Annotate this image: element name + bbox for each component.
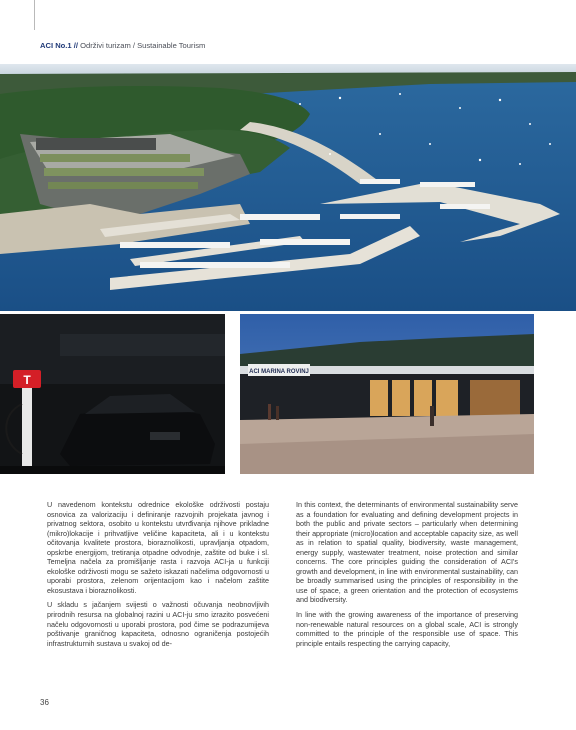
marina-aerial-illustration [0,64,576,311]
running-header [40,41,205,50]
marina-aerial-photo [0,64,576,311]
header-subtitle: Održivi turizam / Sustainable Tourism [80,41,206,50]
paragraph-hr-1: U navedenom kontekstu odrednice ekološke održivosti postaju osnovica za valorizaciju i definiranje razvojnih projekata javnog i privatnog sektora, osobito u kontekstu utvrđivanja njihove prikladne (mikro)lokacije i prihvatljive veličine kapaciteta, ali i u kontekstu očitovanja kvalitete prostora, bioraznolikosti, upravljanja otpadom, opskrbe energijom, tretiranja otpadne odvodnje, zaštite od buke i sl. Temeljna načela za promišljanje rasta i razvoja ACI-ja u funkciji ekološke održivosti mogu se sažeto iskazati načelima odgovornosti u uporabi prostora, zelenom orijentacijom kao i načelom zaštite ekosustava i bioraznolikosti. [47,500,269,595]
margin-rule [34,0,35,30]
header-separator: // [73,41,79,50]
charging-station-photo [0,314,225,474]
header-brand: ACI No.1 [40,41,72,50]
building-sign: ACI MARINA ROVINJ [249,369,309,375]
paragraph-en-1: In this context, the determinants of environmental sustainability serve as a foundation for evaluating and defining development projects in both the public and private sectors – particularly when determining their appropriate (micro)location and acceptable capacity size, as well as in relation to spatial quality, biodiversity, waste management, energy supply, wastewater treatment, noise protection and similar concerns. The core principles guiding the consideration of ACI's growth and development, in line with environmental sustainability, can be broadly summarised using the principles of responsibility in the use of space, a green orientation and the protection of ecosystems and biodiversity. [296,500,518,605]
paragraph-hr-2: U skladu s jačanjem svijesti o važnosti očuvanja neobnovljivih prirodnih resursa na globalnoj razini u ACI-ju smo izrazito posvećeni načelu odgovornosti u uporabi prostora, pod čime se podrazumijeva poštivanje graničnog kapaciteta, odnosno ograničenja postojećih infrastrukturnih sustava u svakoj od de- [47,600,269,648]
column-croatian [47,500,269,653]
marina-building-photo [240,314,534,474]
column-english [296,500,518,653]
charger-sign-letter: T [23,373,31,387]
page-number: 36 [40,698,49,707]
paragraph-en-2: In line with the growing awareness of the importance of preserving non-renewable natural resources on a global scale, ACI is strongly committed to the principle of the responsible use of space. This principle entails respecting the carrying capacity, [296,610,518,648]
charging-station-illustration [0,314,225,474]
marina-building-illustration [240,314,534,474]
